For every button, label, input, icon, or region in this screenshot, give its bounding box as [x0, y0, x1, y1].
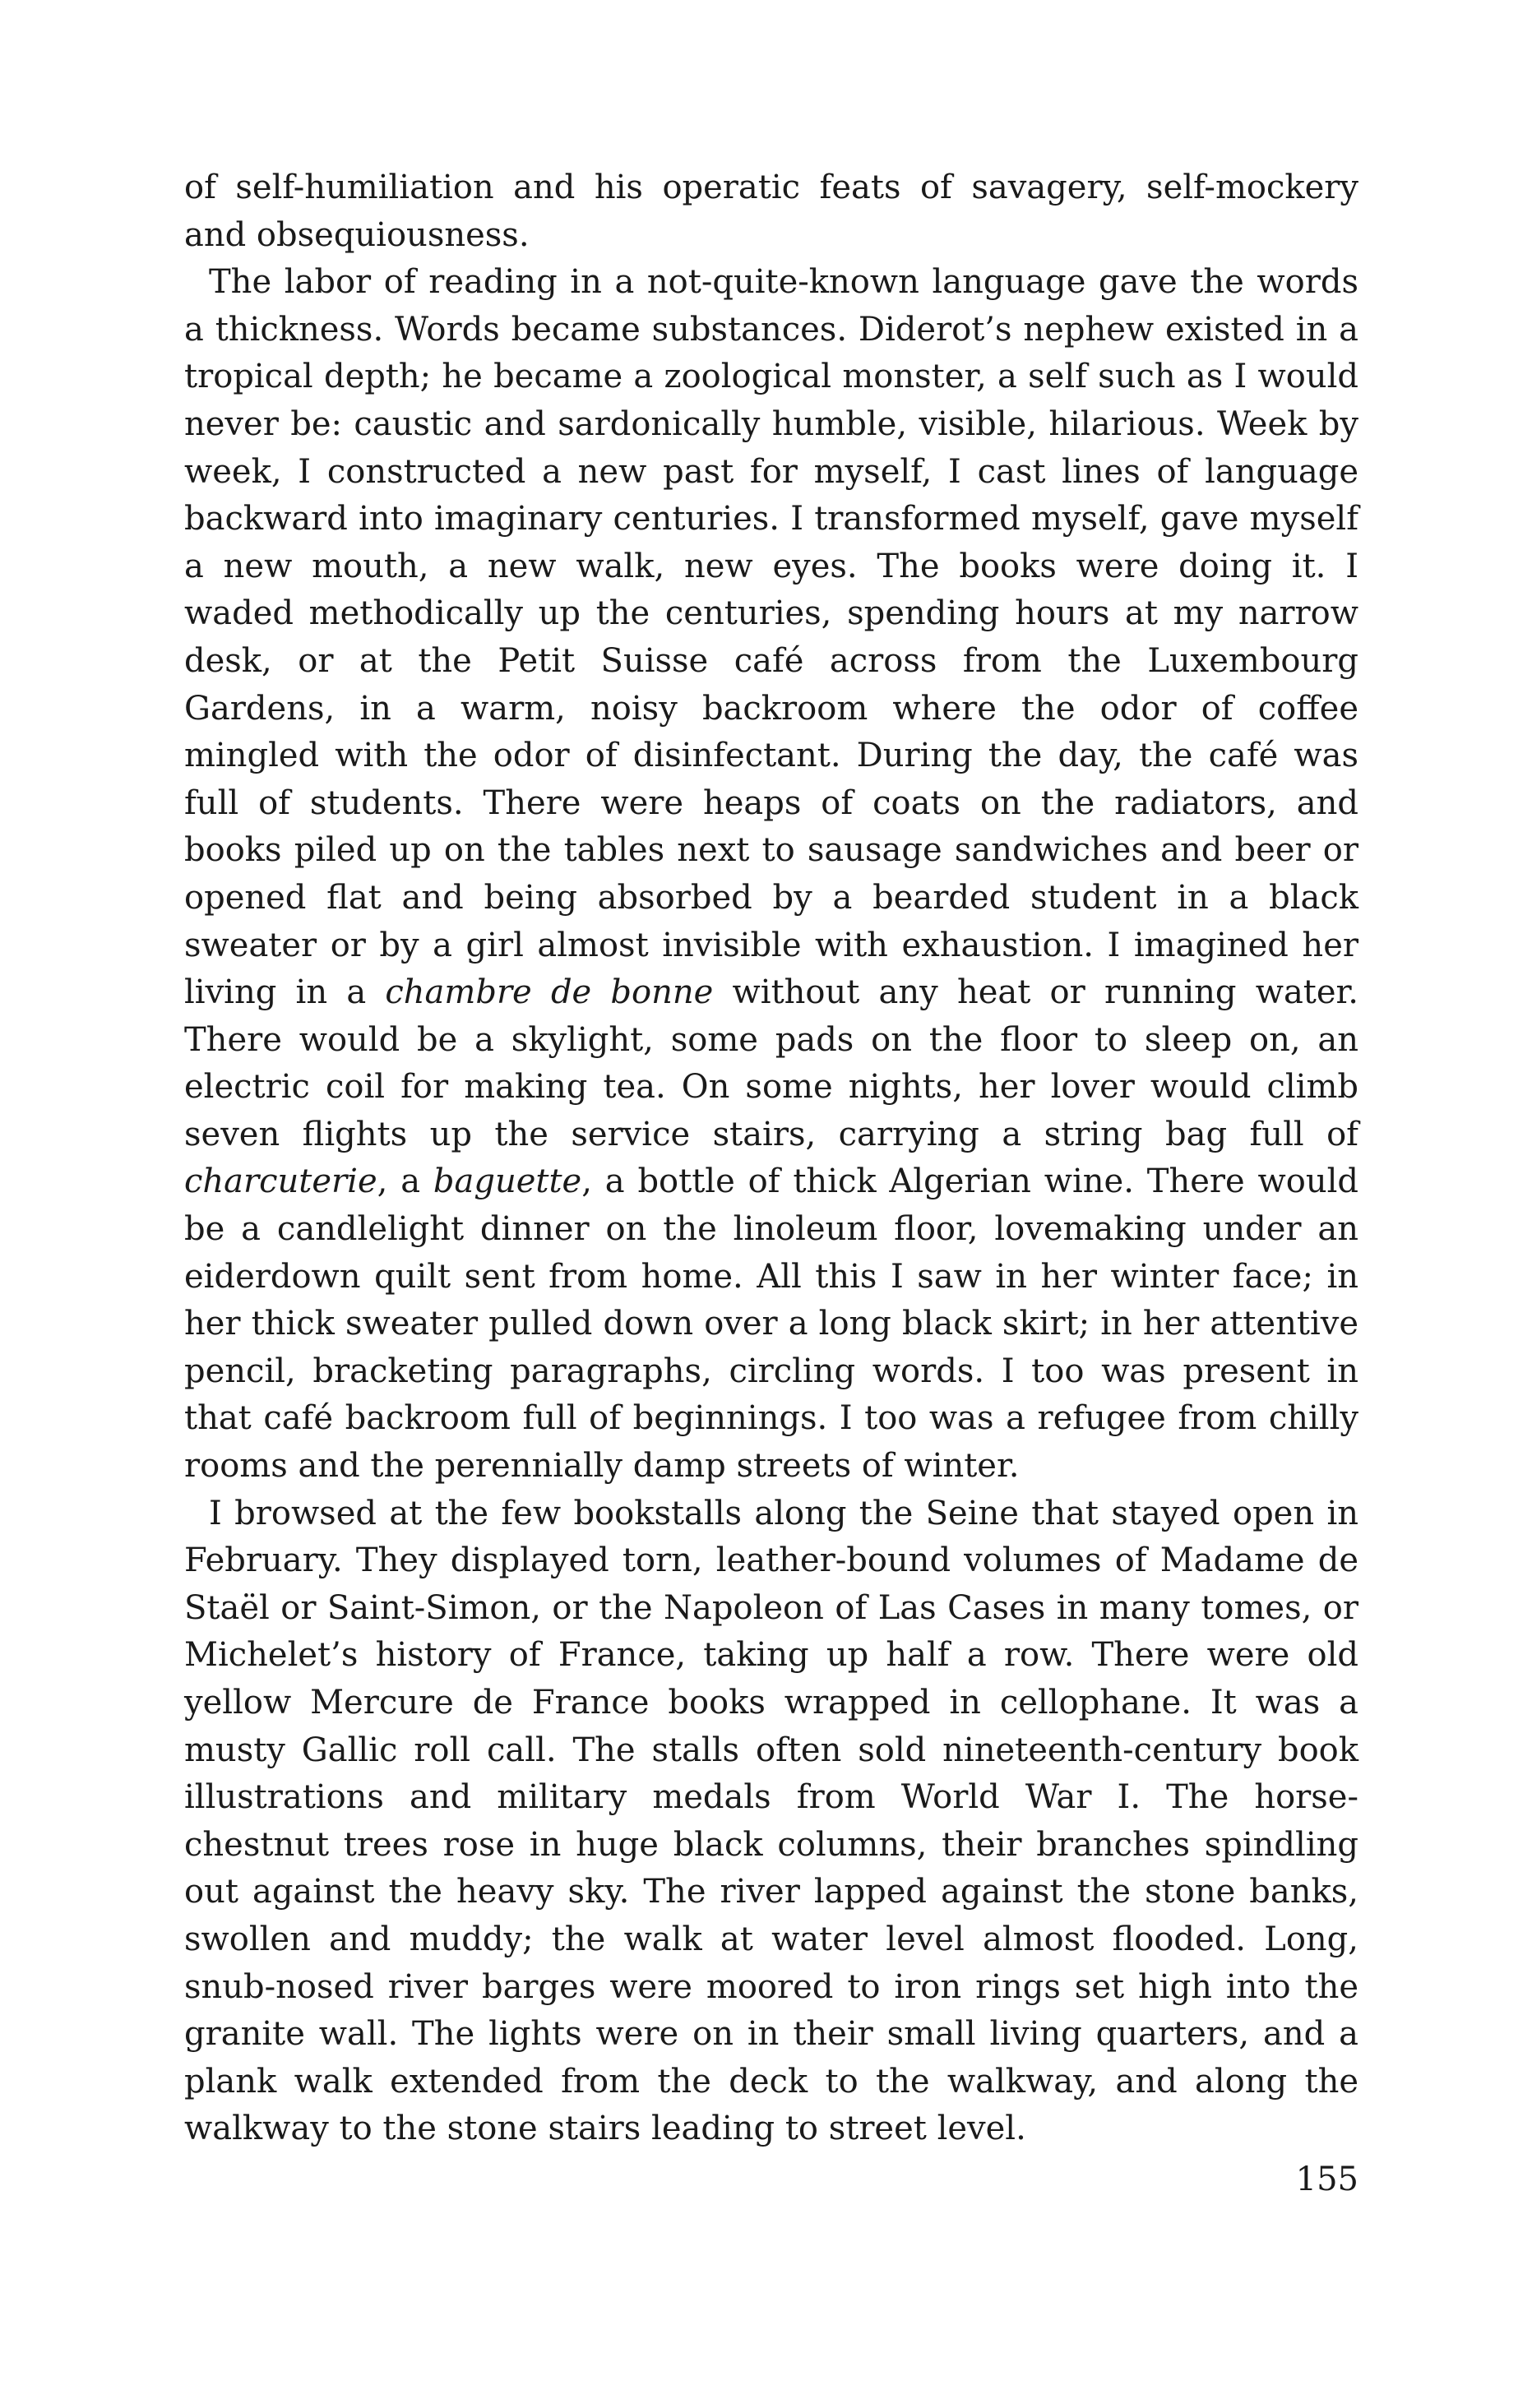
text-segment: The labor of reading in a not-quite-known language gave the words a thickness. Words became substances. Diderot’s nephew existed in a tropical depth; he became a zoological monster, a self such as I would never be: caustic and sardonically humble, visible, hilarious. Week by week, I constructed a new past for myself, I cast lines of language backward into imaginary centuries. I transformed myself, gave myself a new mouth, a new walk, new eyes. The books were doing it. I waded methodically up the centuries, spending hours at my narrow desk, or at the Petit Suisse café across from the Luxembourg Gardens, in a warm, noisy backroom where the odor of coffee mingled with the odor of disinfectant. During the day, the café was full of students. There were heaps of coats on the radiators, and books piled up on the tables next to sausage sandwiches and beer or opened flat and being absorbed by a bearded student in a black sweater or by a girl almost invisible with exhaustion. I imagined her living in a [184, 263, 1358, 1012]
text-segment: without any heat or running water. There would be a skylight, some pads on the floor to sleep on, an electric coil for making tea. On some nights, her lover would climb seven flights up the service stairs, carrying a string bag full of [184, 973, 1358, 1153]
text-segment: , a [377, 1162, 433, 1201]
italic-phrase: chambre de bonne [385, 973, 714, 1012]
italic-phrase: baguette [433, 1162, 582, 1201]
paragraph-continuation [184, 164, 1358, 259]
text-segment: of self-humiliation and his operatic feats of savagery, self-mockery and obsequiousness. [184, 169, 1358, 254]
text-segment: , a bottle of thick Algerian wine. There would be a candlelight dinner on the linoleum floor, lovemaking under an eiderdown quilt sent from home. All this I saw in her winter face; in her thick sweater pulled down over a long black skirt; in her attentive pencil, bracketing paragraphs, circling words. I too was present in that café backroom full of beginnings. I too was a refugee from chilly rooms and the perennially damp streets of winter. [184, 1162, 1358, 1486]
page-number: 155 [1295, 2161, 1358, 2198]
body-text [184, 164, 1358, 2153]
text-segment: I browsed at the few bookstalls along the Seine that stayed open in February. They displayed torn, leather-bound volumes of Madame de Staël or Saint-Simon, or the Napoleon of Las Cases in many tomes, or Michelet’s history of France, taking up half a row. There were old yellow Mercure de France books wrapped in cellophane. It was a musty Gallic roll call. The stalls often sold nineteenth-century book illustrations and military medals from World War I. The horse-chestnut trees rose in huge black columns, their branches spindling out against the heavy sky. The river lapped against the stone banks, swollen and muddy; the walk at water level almost flooded. Long, snub-nosed river barges were moored to iron rings set high into the granite wall. The lights were on in their small living quarters, and a plank walk extended from the deck to the walkway, and along the walkway to the stone stairs leading to street level. [184, 1494, 1358, 2148]
paragraph-bookstalls [184, 1491, 1358, 2153]
italic-phrase: charcuterie [184, 1162, 377, 1201]
paragraph-reading [184, 259, 1358, 1490]
